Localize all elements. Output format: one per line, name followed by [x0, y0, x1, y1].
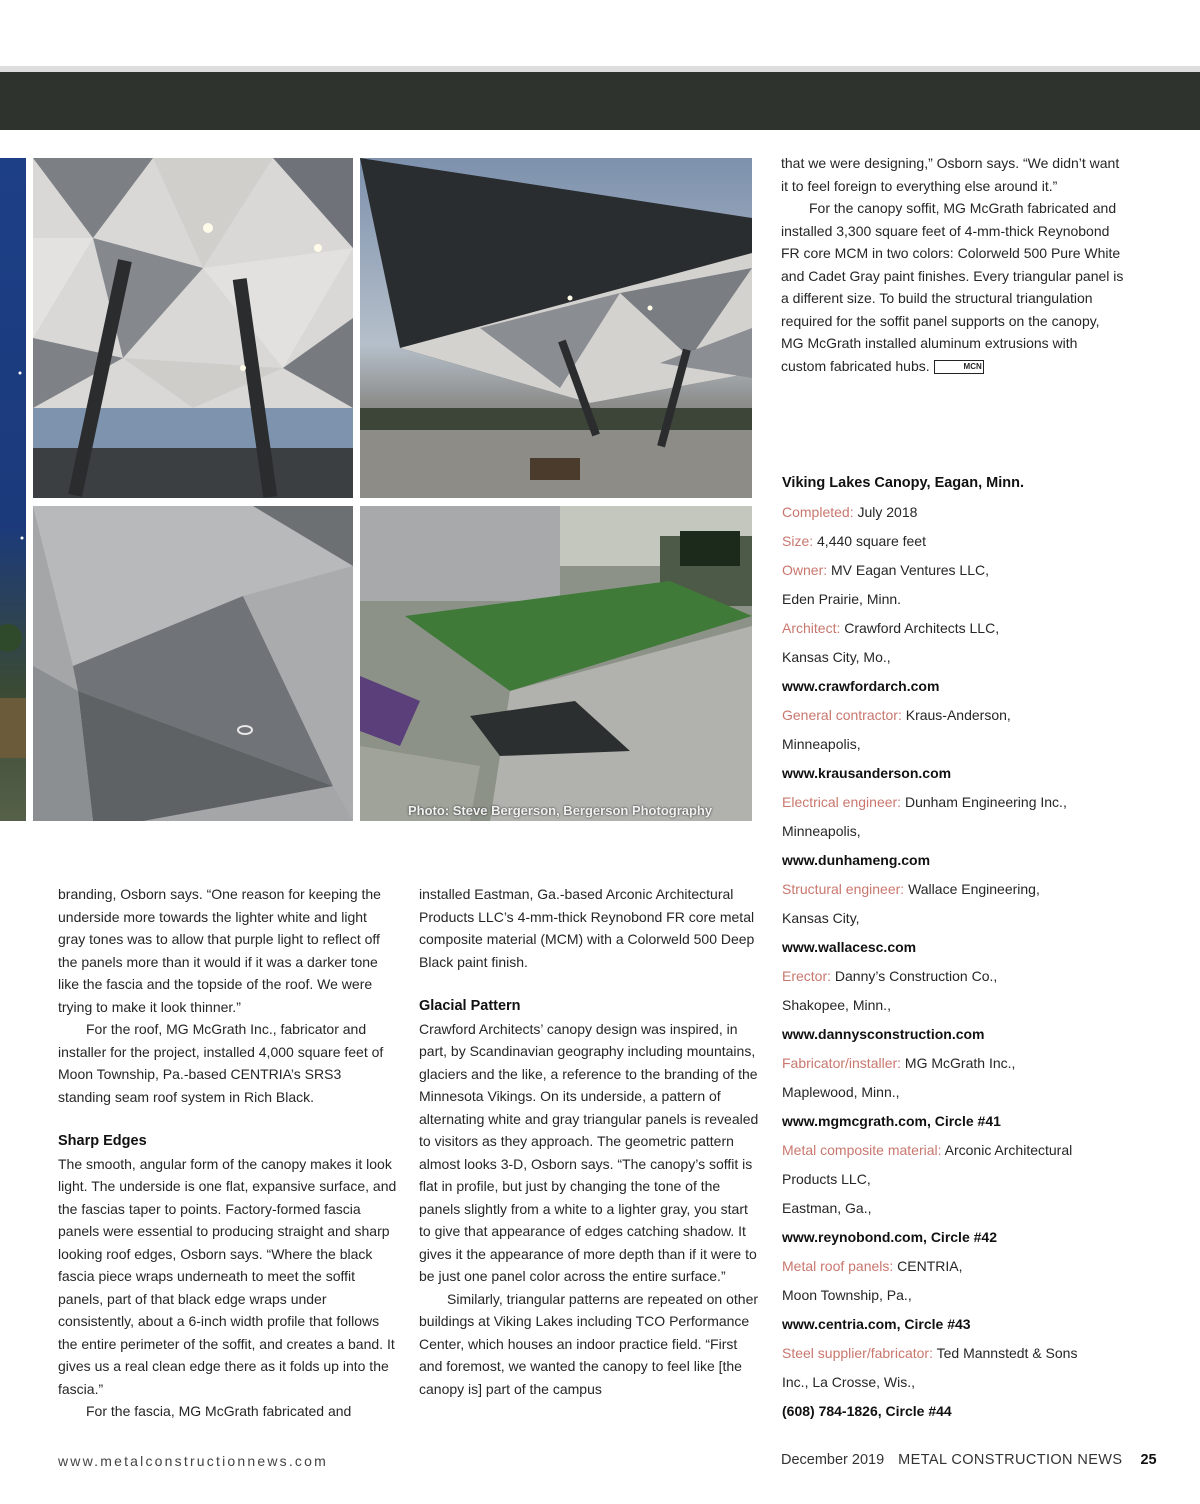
fact-line [782, 1342, 1142, 1371]
fact-line [782, 1284, 1142, 1313]
article-column-1 [58, 883, 398, 1423]
fact-link: www.wallacesc.com [782, 939, 917, 955]
fact-label: Metal roof panels: [782, 1258, 894, 1274]
fact-line [782, 1139, 1142, 1168]
fact-value: Moon Township, Pa., [782, 1287, 912, 1303]
photo-credit: Photo: Steve Bergerson, Bergerson Photography [408, 803, 713, 818]
fact-line [782, 559, 1142, 588]
fact-value: Crawford Architects LLC, [840, 620, 1000, 636]
paragraph: For the roof, MG McGrath Inc., fabricator and installer for the project, installed 4,000 square feet of Moon Township, Pa.-based CENTRIA’s SRS3 standing seam roof system in Rich Black. [58, 1021, 384, 1105]
fact-value: Minneapolis, [782, 736, 861, 752]
fact-line [782, 1255, 1142, 1284]
fact-value: Kansas City, [782, 910, 860, 926]
fact-value: Ted Mannstedt & Sons [932, 1345, 1078, 1361]
fact-value: Minneapolis, [782, 823, 861, 839]
fact-value: Wallace Engineering, [904, 881, 1040, 897]
footer-date: December 2019 [781, 1452, 885, 1468]
fact-value: MG McGrath Inc., [901, 1055, 1016, 1071]
fact-line [782, 878, 1142, 907]
fact-line [782, 1081, 1142, 1110]
photo-canopy-dusk [360, 158, 752, 498]
fact-line [782, 1052, 1142, 1081]
footer-magazine: METAL CONSTRUCTION NEWS [898, 1452, 1123, 1468]
paragraph: For the fascia, MG McGrath fabricated and [86, 1403, 352, 1419]
footer-website: www.metalconstructionnews.com [58, 1453, 328, 1469]
fact-link: www.mgmcgrath.com, Circle #41 [782, 1113, 1001, 1129]
fact-label: Metal composite material: [782, 1142, 942, 1158]
photo-stadium-aerial [360, 506, 752, 821]
fact-value: Eastman, Ga., [782, 1200, 872, 1216]
fact-line [782, 1371, 1142, 1400]
fact-link: www.dunhameng.com [782, 852, 931, 868]
fact-value: 4,440 square feet [813, 533, 926, 549]
fact-line [782, 1400, 1142, 1429]
section-heading: Sharp Edges [58, 1133, 147, 1149]
photo-panel-detail [33, 506, 353, 821]
fact-line [782, 530, 1142, 559]
fact-label: Owner: [782, 562, 828, 578]
footer-folio [781, 1452, 1157, 1468]
fact-line [782, 849, 1142, 878]
fact-label: Completed: [782, 504, 854, 520]
page-number: 25 [1140, 1452, 1157, 1468]
fact-label: Size: [782, 533, 814, 549]
fact-line [782, 994, 1142, 1023]
fact-value: Eden Prairie, Minn. [782, 591, 902, 607]
fact-value: July 2018 [853, 504, 918, 520]
fact-value: Maplewood, Minn., [782, 1084, 900, 1100]
section-heading: Glacial Pattern [419, 998, 521, 1014]
fact-line [782, 820, 1142, 849]
fact-link: www.krausanderson.com [782, 765, 952, 781]
fact-line [782, 733, 1142, 762]
fact-line [782, 1110, 1142, 1139]
fact-value: Products LLC, [782, 1171, 871, 1187]
fact-label: Fabricator/installer: [782, 1055, 902, 1071]
fact-link: www.dannysconstruction.com [782, 1026, 985, 1042]
fact-line [782, 1168, 1142, 1197]
fact-line [782, 762, 1142, 791]
project-fact-box [782, 472, 1142, 1429]
paragraph: Similarly, triangular patterns are repeated on other buildings at Viking Lakes including TCO Performance Center, which houses an indoor practice field. “First and foremost, we wanted the canopy to feel like [the canopy is] part of the campus [419, 1290, 759, 1397]
fact-line [782, 1197, 1142, 1226]
article-column-2 [419, 883, 759, 1400]
fact-line [782, 1023, 1142, 1052]
fact-line [782, 1313, 1142, 1342]
fact-value: Kansas City, Mo., [782, 649, 891, 665]
fact-line [782, 588, 1142, 617]
paragraph: The smooth, angular form of the canopy makes it look light. The underside is one flat, expansive surface, and the fascias taper to points. Factory-formed fascia panels were essential to producing straight and sharp looking roof edges, Osborn says. “Where the black fascia piece wraps underneath to meet the soffit panels, part of that black edge wraps under consistently, about a 6-inch width profile that follows the entire perimeter of the soffit, and creates a band. It gives us a real clean edge there as it folds up into the fascia.” [58, 1155, 397, 1397]
paragraph [781, 197, 1126, 377]
fact-value: CENTRIA, [893, 1258, 963, 1274]
paragraph: branding, Osborn says. “One reason for keeping the underside more towards the lighter white and light gray tones was to allow that purple light to reflect off the panels more than it would if it was a darker tone like the fascia and the topside of the roof. We were trying to make it look thinner.” [58, 886, 381, 1015]
fact-label: Structural engineer: [782, 881, 905, 897]
fact-line [782, 675, 1142, 704]
paragraph-text: For the canopy soffit, MG McGrath fabricated and installed 3,300 square feet of 4-mm-thick Reynobond FR core MCM in two colors: Colorweld 500 Pure White and Cadet Gray paint finishes. Every triangular panel is a different size. To build the structural triangulation required for the soffit panel supports on the canopy, MG McGrath installed aluminum extrusions with custom fabricated hubs. [781, 200, 1124, 374]
fact-line [782, 646, 1142, 675]
fact-line [782, 1226, 1142, 1255]
fact-line [782, 617, 1142, 646]
article-column-right [781, 152, 1126, 377]
photo-canopy-underside [33, 158, 353, 498]
fact-line [782, 704, 1142, 733]
fact-value: Inc., La Crosse, Wis., [782, 1374, 916, 1390]
header-band [0, 72, 1200, 130]
fact-line [782, 965, 1142, 994]
photo-left-edge [0, 158, 26, 821]
fact-label: Architect: [782, 620, 841, 636]
fact-link: (608) 784-1826, Circle #44 [782, 1403, 952, 1419]
fact-label: Electrical engineer: [782, 794, 902, 810]
fact-label: Erector: [782, 968, 832, 984]
fact-link: www.crawfordarch.com [782, 678, 940, 694]
fact-value: Kraus-Anderson, [901, 707, 1011, 723]
fact-value: Arconic Architectural [941, 1142, 1073, 1158]
paragraph: that we were designing,” Osborn says. “We didn’t want it to feel foreign to everything else around it.” [781, 155, 1120, 194]
fact-box-title: Viking Lakes Canopy, Eagan, Minn. [782, 475, 1024, 491]
fact-line [782, 791, 1142, 820]
fact-value: Shakopee, Minn., [782, 997, 891, 1013]
fact-line [782, 501, 1142, 530]
fact-value: Danny’s Construction Co., [831, 968, 998, 984]
fact-value: Dunham Engineering Inc., [901, 794, 1067, 810]
fact-link: www.centria.com, Circle #43 [782, 1316, 971, 1332]
fact-link: www.reynobond.com, Circle #42 [782, 1229, 997, 1245]
fact-label: General contractor: [782, 707, 902, 723]
end-mark-logo: MCN [934, 360, 984, 374]
fact-line [782, 907, 1142, 936]
paragraph: installed Eastman, Ga.-based Arconic Architectural Products LLC’s 4-mm-thick Reynobond FR core metal composite material (MCM) with a Colorweld 500 Deep Black paint finish. [419, 886, 755, 970]
paragraph: Crawford Architects’ canopy design was inspired, in part, by Scandinavian geography including mountains, glaciers and the like, a reference to the branding of the Minnesota Vikings. On its underside, a pattern of alternating white and gray triangular panels is revealed to visitors as they approach. The geometric pattern almost looks 3-D, Osborn says. “The canopy’s soffit is flat in profile, but just by changing the tone of the panels slightly from a white to a lighter gray, you start to give that appearance of edges catching shadow. It gives it the appearance of more depth than if it were to be just one panel color across the entire surface.” [419, 1020, 759, 1284]
fact-value: MV Eagan Ventures LLC, [827, 562, 989, 578]
fact-label: Steel supplier/fabricator: [782, 1345, 933, 1361]
fact-line [782, 936, 1142, 965]
